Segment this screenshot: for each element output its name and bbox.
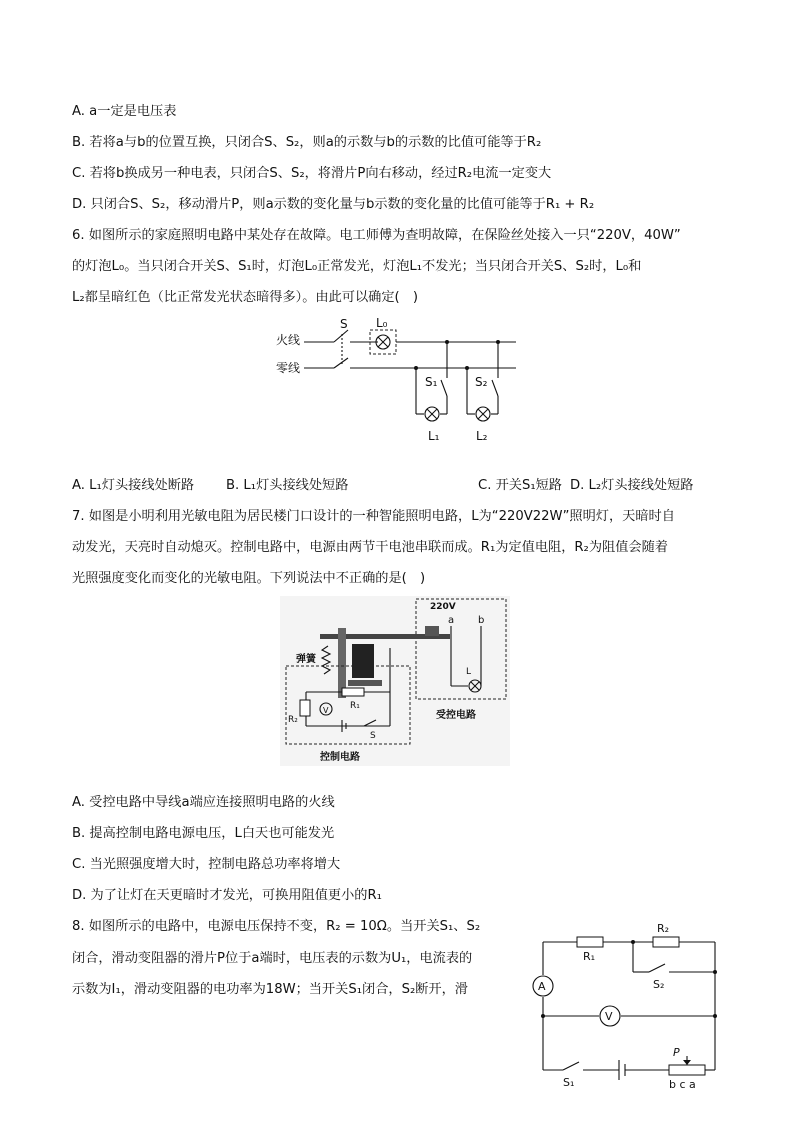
lamp-l-label: L: [466, 667, 472, 677]
q6-stem-line-1: 6. 如图所示的家庭照明电路中某处存在故障。电工师傅为查明故障，在保险丝处接入一只“220V，40W”: [72, 228, 681, 243]
terminal-a-label: a: [448, 615, 455, 626]
q5-option-c: C. 若将b换成另一种电表，只闭合S、S₂，将滑片P向右移动，经过R₂电流一定变大: [72, 166, 552, 181]
q8-stem-line-1: 8. 如图所示的电路中，电源电压保持不变，R₂ = 10Ω。当开关S₁、S₂: [72, 919, 481, 934]
live-wire-label: 火线: [276, 333, 301, 347]
q7-stem-line-3: 光照强度变化而变化的光敏电阻。下列说法中不正确的是( ): [72, 571, 426, 586]
switch-s-label-q7: S: [370, 731, 376, 741]
rheostat-terminals-label: b c a: [669, 1078, 696, 1091]
ammeter-label: A: [538, 980, 546, 993]
q6-option-a: A. L₁灯头接线处断路: [72, 478, 195, 493]
switch-s-label: S: [340, 317, 348, 331]
controlled-circuit-label: 受控电路: [436, 710, 476, 721]
q5-option-b: B. 若将a与b的位置互换，只闭合S、S₂，则a的示数与b的示数的比值可能等于R₂: [72, 135, 542, 150]
q7-stem-line-1: 7. 如图是小明利用光敏电阻为居民楼门口设计的一种智能照明电路，L为“220V22W”照明灯，天暗时自: [72, 509, 675, 524]
spring-label: 弹簧: [296, 654, 316, 665]
lamp-l0-label: L₀: [376, 316, 388, 330]
neutral-wire-label: 零线: [276, 361, 301, 375]
q6-stem-line-2: 的灯泡L₀。当只闭合开关S、S₁时，灯泡L₀正常发光，灯泡L₁不发光；当只闭合开关S、S₂时，L₀和: [72, 259, 642, 274]
terminal-b-label: b: [478, 615, 485, 626]
q8-stem-line-3: 示数为I₁，滑动变阻器的电功率为18W；当开关S₁闭合，S₂断开，滑: [72, 982, 468, 997]
voltmeter-label: V: [323, 706, 329, 715]
q6-option-d: D. L₂灯头接线处短路: [570, 478, 694, 493]
q6-option-c: C. 开关S₁短路: [478, 478, 562, 493]
r1-label-q8: R₁: [583, 950, 596, 963]
q7-option-a: A. 受控电路中导线a端应连接照明电路的火线: [72, 795, 335, 810]
r2-label-q8: R₂: [657, 922, 670, 935]
switch-s2-label: S₂: [475, 375, 488, 389]
control-circuit-label: 控制电路: [320, 752, 360, 763]
q8-circuit-figure: [525, 920, 725, 1090]
q7-relay-figure: [280, 596, 510, 766]
slider-p-label: P: [673, 1046, 680, 1059]
switch-s2-label-q8: S₂: [653, 978, 665, 991]
r2-label: R₂: [288, 715, 298, 725]
switch-s1-label: S₁: [425, 375, 438, 389]
q7-stem-line-2: 动发光，天亮时自动熄灭。控制电路中，电源由两节干电池串联而成。R₁为定值电阻，R₂为阻值会随着: [72, 540, 668, 555]
voltage-label: 220V: [430, 602, 456, 612]
voltmeter-label-q8: V: [605, 1010, 613, 1023]
q7-option-d: D. 为了让灯在天更暗时才发光，可换用阻值更小的R₁: [72, 888, 382, 903]
lamp-l2-label: L₂: [476, 429, 488, 443]
q6-stem-line-3: L₂都呈暗红色（比正常发光状态暗得多）。由此可以确定( ): [72, 290, 419, 305]
lamp-l1-label: L₁: [428, 429, 440, 443]
q6-option-b: B. L₁灯头接线处短路: [226, 478, 349, 493]
q5-option-d: D. 只闭合S、S₂，移动滑片P，则a示数的变化量与b示数的变化量的比值可能等于R₁ + R₂: [72, 197, 595, 212]
q8-stem-line-2: 闭合，滑动变阻器的滑片P位于a端时，电压表的示数为U₁，电流表的: [72, 951, 473, 966]
q7-option-c: C. 当光照强度增大时，控制电路总功率将增大: [72, 857, 341, 872]
q7-option-b: B. 提高控制电路电源电压，L白天也可能发光: [72, 826, 335, 841]
q6-circuit-figure: [270, 316, 530, 446]
q5-option-a: A. a一定是电压表: [72, 104, 177, 119]
switch-s1-label-q8: S₁: [563, 1076, 575, 1089]
r1-label: R₁: [350, 701, 360, 711]
